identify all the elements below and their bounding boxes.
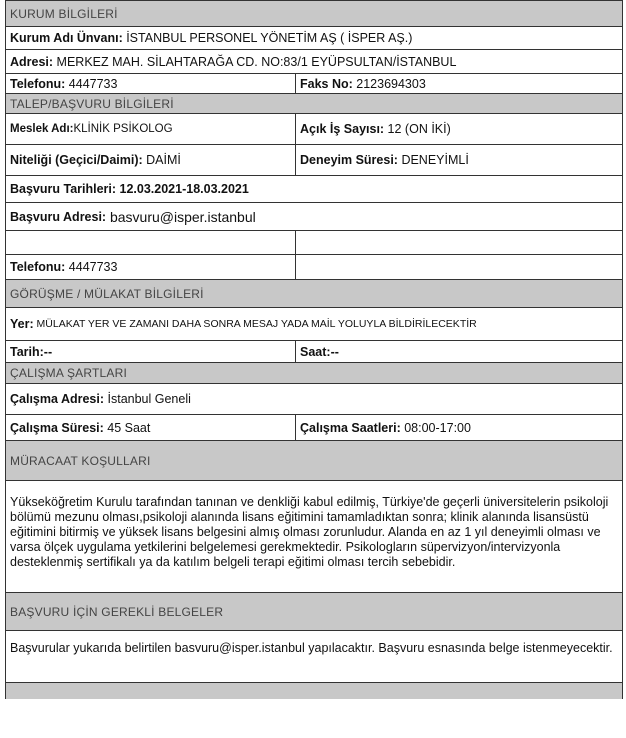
section-title: KURUM BİLGİLERİ [10, 6, 118, 21]
yer-value: MÜLAKAT YER VE ZAMANI DAHA SONRA MESAJ YADA MAİL YOLUYLA BİLDİRİLECEKTİR [33, 318, 477, 330]
section-title: ÇALIŞMA ŞARTLARI [10, 366, 128, 380]
section-title: BAŞVURU İÇİN GEREKLİ BELGELER [10, 604, 224, 619]
calisma-suresi-value: 45 Saat [103, 420, 151, 435]
empty-cell [6, 683, 622, 699]
deneyim-label: Deneyim Süresi: [300, 153, 398, 167]
calisma-saatleri [295, 415, 622, 440]
niteligi-label: Niteliği (Geçici/Daimi): [10, 153, 143, 167]
kurum-telefon [6, 74, 295, 93]
kurum-telefon-value: 4447733 [65, 76, 118, 91]
section-header-next [6, 683, 622, 699]
section-title: MÜRACAAT KOŞULLARI [10, 453, 151, 468]
kurum-faks-value: 2123694303 [352, 76, 426, 91]
talep-telefon [6, 255, 295, 279]
section-header-muracaat [6, 441, 622, 481]
belgeler-text: Başvurular yukarıda belirtilen basvuru@isper.istanbul yapılacaktır. Başvuru esnasında belge istenmeyecektir. [10, 641, 613, 655]
kurum-faks-label: Faks No: [300, 76, 353, 91]
mulakat-saat: Saat:-- [295, 341, 622, 362]
empty-cell [6, 231, 295, 254]
kurum-telefon-label: Telefonu: [10, 76, 66, 91]
row-muracaat-text [6, 481, 622, 593]
section-header-kurum [6, 0, 622, 27]
calisma-suresi-label: Çalışma Süresi: [10, 420, 104, 435]
section-header-calisma [6, 363, 622, 384]
row-calisma-adresi [6, 384, 622, 415]
row-empty [6, 231, 622, 255]
muracaat-text: Yükseköğretim Kurulu tarafından tanınan ve denkliği kabul edilmiş, Türkiye'de geçerli üniversitelerin psikoloji bölümü mezunu olması,psikoloji alanında lisans eğitimini tamamladıktan sonra; klinik alanında lisansüstü eğitimini bitirmiş ve yüksek lisans belgesini almış olması zorunludur. Alanda en az 1 yıl deneyimli olması ve varsa ölçek uygulama yetkilerini belgelemesi gerekmektedir. Psikologların süpervizyon/intervizyonla desteklenmiş sertifikalı ya da katılım belgeli terapi eğitimi olması tercih sebebidir. [10, 495, 609, 569]
acik-is-sayisi [295, 114, 622, 144]
calisma-suresi [6, 415, 295, 440]
empty-cell [295, 231, 622, 254]
row-yer [6, 308, 622, 341]
section-header-gorusme [6, 280, 622, 308]
kurum-adi [6, 27, 622, 49]
meslek-label: Meslek Adı: [10, 123, 74, 135]
row-meslek [6, 114, 622, 145]
talep-telefon-value: 4447733 [65, 260, 118, 274]
row-calisma-sure [6, 415, 622, 441]
niteligi-value: DAİMİ [142, 153, 181, 167]
deneyim-value: DENEYİMLİ [397, 153, 469, 167]
row-kurum-adres [6, 50, 622, 74]
kurum-adres-value: MERKEZ MAH. SİLAHTARAĞA CD. NO:83/1 EYÜPSULTAN/İSTANBUL [53, 54, 457, 69]
basvuru-adresi-label: Başvuru Adresi: [10, 209, 107, 224]
calisma-saatleri-label: Çalışma Saatleri: [300, 420, 401, 435]
basvuru-tarihleri: Başvuru Tarihleri: 12.03.2021-18.03.2021 [10, 182, 249, 196]
row-talep-telefon [6, 255, 622, 280]
deneyim-suresi [295, 145, 622, 175]
row-basvuru-tarihleri [6, 176, 622, 203]
talep-telefon-label: Telefonu: [10, 260, 66, 274]
meslek-value: KLİNİK PSİKOLOG [73, 123, 173, 135]
basvuru-adresi [6, 203, 622, 230]
basvuru-adresi-value: basvuru@isper.istanbul [106, 208, 256, 225]
kurum-adi-value: İSTANBUL PERSONEL YÖNETİM AŞ ( İSPER AŞ.) [122, 31, 413, 45]
kurum-faks [295, 74, 622, 93]
mulakat-yer [6, 308, 622, 340]
row-basvuru-adresi [6, 203, 622, 231]
section-header-belgeler [6, 593, 622, 631]
calisma-saatleri-value: 08:00-17:00 [400, 420, 471, 435]
section-title: TALEP/BAŞVURU BİLGİLERİ [10, 96, 174, 111]
mulakat-tarih: Tarih:-- [10, 344, 53, 359]
calisma-adresi-value: İstanbul Geneli [104, 392, 191, 406]
yer-label: Yer: [10, 317, 34, 331]
row-nitelik [6, 145, 622, 176]
niteligi [6, 145, 295, 175]
kurum-adres-label: Adresi: [10, 54, 54, 69]
row-belgeler-text [6, 631, 622, 683]
calisma-adresi-label: Çalışma Adresi: [10, 392, 105, 406]
acik-is-label: Açık İş Sayısı: [300, 122, 385, 136]
kurum-adres [6, 50, 622, 73]
row-kurum-adi [6, 27, 622, 50]
job-posting-form [5, 0, 623, 699]
empty-cell [295, 255, 622, 279]
acik-is-value: 12 (ON İKİ) [384, 122, 451, 136]
meslek-adi [6, 114, 295, 144]
kurum-adi-label: Kurum Adı Ünvanı: [10, 31, 123, 45]
row-tarih-saat [6, 341, 622, 363]
section-title: GÖRÜŞME / MÜLAKAT BİLGİLERİ [10, 286, 204, 301]
row-kurum-telefon [6, 74, 622, 94]
calisma-adresi [6, 384, 622, 414]
section-header-talep [6, 94, 622, 114]
